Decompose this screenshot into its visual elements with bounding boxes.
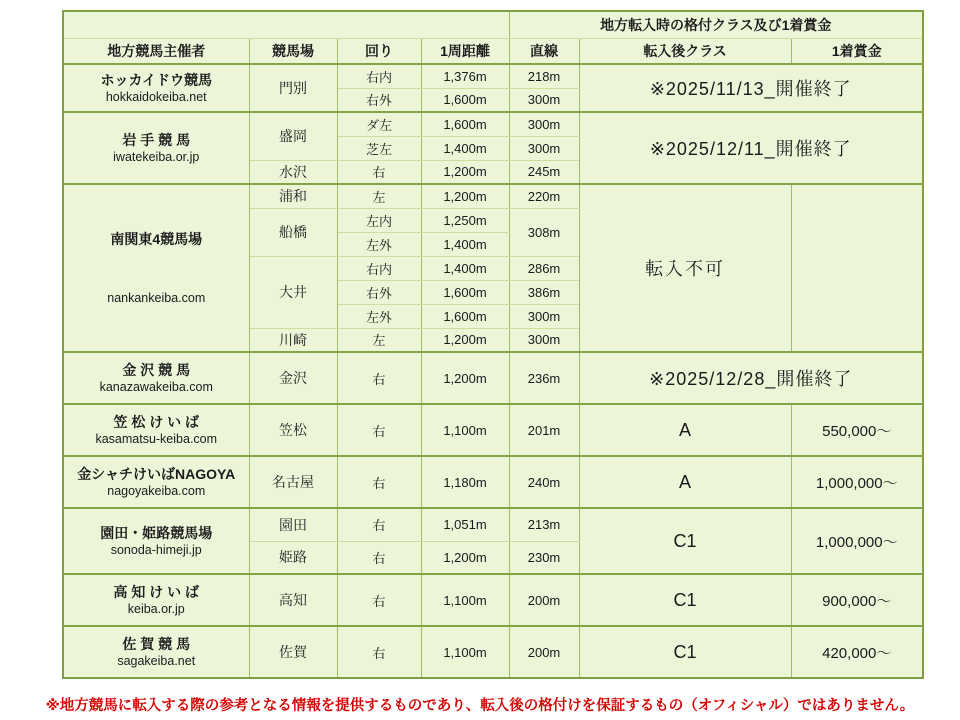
col-header-prize: 1着賞金 bbox=[791, 38, 923, 64]
organizer-cell bbox=[63, 352, 249, 404]
straight-cell: 286m bbox=[509, 256, 579, 280]
header-spacer-cell bbox=[63, 11, 509, 38]
turn-cell: 左内 bbox=[337, 208, 421, 232]
page bbox=[0, 10, 960, 720]
organizer-name: 佐 賀 競 馬 bbox=[122, 635, 191, 652]
track-cell: 高知 bbox=[249, 574, 337, 626]
transfer-class-cell: C1 bbox=[579, 508, 791, 574]
turn-cell: ダ左 bbox=[337, 112, 421, 136]
straight-cell: 300m bbox=[509, 88, 579, 112]
turn-cell: 右 bbox=[337, 160, 421, 184]
turn-cell: 右 bbox=[337, 541, 421, 574]
track-cell: 大井 bbox=[249, 256, 337, 328]
turn-cell: 右外 bbox=[337, 88, 421, 112]
organizer-cell bbox=[63, 574, 249, 626]
table-title: 地方転入時の格付クラス及び1着賞金 bbox=[600, 16, 832, 33]
prize-cell: 1,000,000～ bbox=[791, 508, 923, 574]
turn-cell: 芝左 bbox=[337, 136, 421, 160]
col-header-racecourse: 競馬場 bbox=[249, 38, 337, 64]
lap-cell: 1,400m bbox=[421, 232, 509, 256]
transfer-class-cell: C1 bbox=[579, 574, 791, 626]
organizer-url: sonoda-himeji.jp bbox=[110, 542, 202, 557]
straight-cell: 300m bbox=[509, 328, 579, 352]
organizer-name: 金シャチけいばNAGOYA bbox=[77, 465, 236, 482]
table-row bbox=[63, 404, 923, 456]
track-cell: 水沢 bbox=[249, 160, 337, 184]
turn-cell: 右 bbox=[337, 508, 421, 541]
turn-cell: 右外 bbox=[337, 280, 421, 304]
col-header-transfer-class: 転入後クラス bbox=[579, 38, 791, 64]
straight-cell: 220m bbox=[509, 184, 579, 208]
organizer-cell bbox=[63, 112, 249, 184]
prize-cell: 550,000～ bbox=[791, 404, 923, 456]
table-row bbox=[63, 456, 923, 508]
track-cell: 川崎 bbox=[249, 328, 337, 352]
organizer-name: 金 沢 競 馬 bbox=[122, 361, 191, 378]
lap-cell: 1,400m bbox=[421, 136, 509, 160]
table-body bbox=[63, 64, 923, 678]
straight-cell: 300m bbox=[509, 112, 579, 136]
organizer-cell bbox=[63, 64, 249, 112]
straight-cell: 201m bbox=[509, 404, 579, 456]
col-header-organizer: 地方競馬主催者 bbox=[63, 38, 249, 64]
lap-cell: 1,180m bbox=[421, 456, 509, 508]
organizer-url: nagoyakeiba.com bbox=[107, 483, 206, 498]
table-row bbox=[63, 352, 923, 404]
straight-cell: 308m bbox=[509, 208, 579, 256]
organizer-url: hokkaidokeiba.net bbox=[105, 89, 207, 104]
transfer-class-cell: C1 bbox=[579, 626, 791, 678]
track-cell: 船橋 bbox=[249, 208, 337, 256]
straight-cell: 218m bbox=[509, 64, 579, 88]
lap-cell: 1,200m bbox=[421, 160, 509, 184]
organizer-url: kasamatsu-keiba.com bbox=[95, 431, 218, 446]
track-cell: 門別 bbox=[249, 64, 337, 112]
track-cell: 金沢 bbox=[249, 352, 337, 404]
turn-cell: 右 bbox=[337, 352, 421, 404]
organizer-cell bbox=[63, 184, 249, 352]
organizer-url: nankankeiba.com bbox=[107, 290, 206, 305]
organizer-name: 高 知 け い ば bbox=[113, 583, 200, 600]
table-row bbox=[63, 626, 923, 678]
status-blocked-cell: 転入不可 bbox=[579, 184, 791, 352]
track-cell: 佐賀 bbox=[249, 626, 337, 678]
turn-cell: 右内 bbox=[337, 256, 421, 280]
organizer-name: 南関東4競馬場 bbox=[110, 230, 203, 247]
turn-cell: 右 bbox=[337, 404, 421, 456]
lap-cell: 1,600m bbox=[421, 88, 509, 112]
straight-cell: 200m bbox=[509, 626, 579, 678]
keiba-transfer-table bbox=[62, 10, 924, 679]
turn-cell: 左外 bbox=[337, 232, 421, 256]
col-header-lap-distance: 1周距離 bbox=[421, 38, 509, 64]
organizer-name: 笠 松 け い ば bbox=[113, 413, 200, 430]
track-cell: 浦和 bbox=[249, 184, 337, 208]
lap-cell: 1,400m bbox=[421, 256, 509, 280]
lap-cell: 1,100m bbox=[421, 626, 509, 678]
organizer-url: sagakeiba.net bbox=[117, 653, 196, 668]
straight-cell: 300m bbox=[509, 304, 579, 328]
organizer-name: ホッカイドウ競馬 bbox=[100, 71, 213, 88]
straight-cell: 213m bbox=[509, 508, 579, 541]
track-cell: 笠松 bbox=[249, 404, 337, 456]
turn-cell: 左 bbox=[337, 328, 421, 352]
organizer-url: kanazawakeiba.com bbox=[99, 379, 213, 394]
status-ended-cell: ※2025/12/28_開催終了 bbox=[579, 352, 923, 404]
track-cell: 姫路 bbox=[249, 541, 337, 574]
straight-cell: 236m bbox=[509, 352, 579, 404]
prize-cell: 1,000,000～ bbox=[791, 456, 923, 508]
lap-cell: 1,376m bbox=[421, 64, 509, 88]
organizer-name: 岩 手 競 馬 bbox=[122, 131, 191, 148]
lap-cell: 1,100m bbox=[421, 404, 509, 456]
col-header-straight: 直線 bbox=[509, 38, 579, 64]
straight-cell: 386m bbox=[509, 280, 579, 304]
straight-cell: 230m bbox=[509, 541, 579, 574]
track-cell: 名古屋 bbox=[249, 456, 337, 508]
lap-cell: 1,600m bbox=[421, 280, 509, 304]
straight-cell: 240m bbox=[509, 456, 579, 508]
table-row bbox=[63, 184, 923, 208]
table-row bbox=[63, 508, 923, 541]
turn-cell: 左外 bbox=[337, 304, 421, 328]
straight-cell: 245m bbox=[509, 160, 579, 184]
lap-cell: 1,051m bbox=[421, 508, 509, 541]
organizer-url: iwatekeiba.or.jp bbox=[113, 149, 200, 164]
organizer-name: 園田・姫路競馬場 bbox=[100, 524, 213, 541]
col-header-turn: 回り bbox=[337, 38, 421, 64]
turn-cell: 右内 bbox=[337, 64, 421, 88]
status-ended-cell: ※2025/12/11_開催終了 bbox=[579, 112, 923, 184]
status-ended-cell: ※2025/11/13_開催終了 bbox=[579, 64, 923, 112]
lap-cell: 1,100m bbox=[421, 574, 509, 626]
lap-cell: 1,200m bbox=[421, 328, 509, 352]
table-row bbox=[63, 112, 923, 136]
organizer-cell bbox=[63, 508, 249, 574]
table-title-cell bbox=[509, 11, 923, 38]
prize-cell: 900,000～ bbox=[791, 574, 923, 626]
organizer-cell bbox=[63, 404, 249, 456]
table-row bbox=[63, 64, 923, 88]
table-row bbox=[63, 574, 923, 626]
organizer-cell bbox=[63, 456, 249, 508]
track-cell: 盛岡 bbox=[249, 112, 337, 160]
organizer-url: keiba.or.jp bbox=[127, 601, 185, 616]
straight-cell: 200m bbox=[509, 574, 579, 626]
footnote: ※地方競馬に転入する際の参考となる情報を提供するものであり、転入後の格付けを保証するもの（オフィシャル）ではありません。 bbox=[45, 698, 915, 714]
lap-cell: 1,200m bbox=[421, 541, 509, 574]
lap-cell: 1,600m bbox=[421, 304, 509, 328]
lap-cell: 1,600m bbox=[421, 112, 509, 136]
transfer-class-cell: A bbox=[579, 404, 791, 456]
turn-cell: 右 bbox=[337, 456, 421, 508]
straight-cell: 300m bbox=[509, 136, 579, 160]
turn-cell: 右 bbox=[337, 626, 421, 678]
lap-cell: 1,200m bbox=[421, 352, 509, 404]
organizer-cell bbox=[63, 626, 249, 678]
prize-cell: 420,000～ bbox=[791, 626, 923, 678]
turn-cell: 右 bbox=[337, 574, 421, 626]
prize-empty-cell bbox=[791, 184, 923, 352]
turn-cell: 左 bbox=[337, 184, 421, 208]
transfer-class-cell: A bbox=[579, 456, 791, 508]
lap-cell: 1,250m bbox=[421, 208, 509, 232]
lap-cell: 1,200m bbox=[421, 184, 509, 208]
track-cell: 園田 bbox=[249, 508, 337, 541]
